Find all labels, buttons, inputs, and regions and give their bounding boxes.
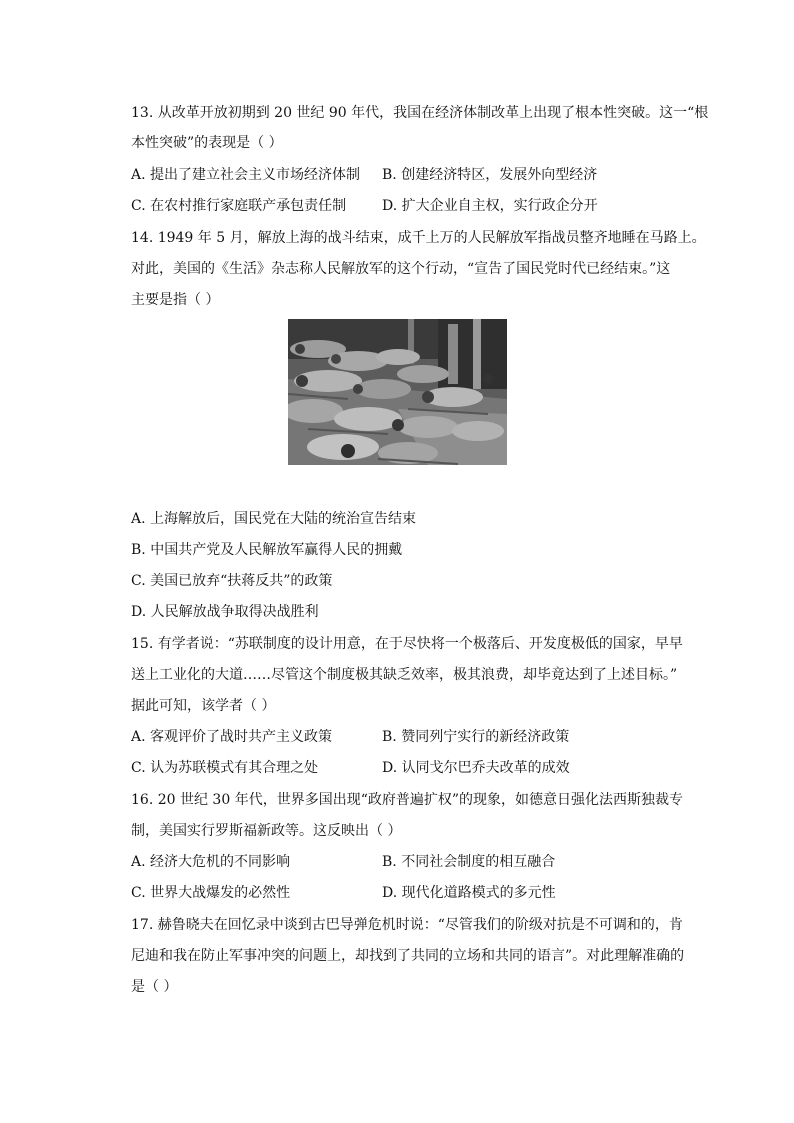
- q16-option-b: B. 不同社会制度的相互融合: [382, 854, 556, 870]
- q15-option-c: C. 认为苏联模式有其合理之处: [131, 760, 319, 776]
- q16-option-c: C. 世界大战爆发的必然性: [131, 885, 291, 901]
- q15-option-a: A. 客观评价了战时共产主义政策: [131, 729, 333, 745]
- q14-option-b: B. 中国共产党及人民解放军赢得人民的拥戴: [131, 542, 403, 558]
- q15-option-b: B. 赞同列宁实行的新经济政策: [382, 729, 570, 745]
- q15-stem-line-3: 据此可知，该学者（ ）: [131, 698, 276, 714]
- q14-stem-line-2: 对此，美国的《生活》杂志称人民解放军的这个行动，“宣告了国民党时代已经结束。”这: [131, 261, 671, 277]
- q14-option-c: C. 美国已放弃“扶蒋反共”的政策: [131, 573, 333, 589]
- q17-stem-line-2: 尼迪和我在防止军事冲突的问题上，却找到了共同的立场和共同的语言”。对此理解准确的: [131, 948, 685, 964]
- q17-stem-line-3: 是（ ）: [131, 979, 178, 995]
- q13-stem-line-1: 13. 从改革开放初期到 20 世纪 90 年代，我国在经济体制改革上出现了根本性突破。这一“根: [131, 105, 709, 121]
- q14-stem-line-1: 14. 1949 年 5 月，解放上海的战斗结束，成千上万的人民解放军指战员整齐地睡在马路上。: [131, 230, 706, 246]
- q17-stem-line-1: 17. 赫鲁晓夫在回忆录中谈到古巴导弹危机时说：“尽管我们的阶级对抗是不可调和的，肯: [131, 917, 683, 933]
- q14-option-d: D. 人民解放战争取得决战胜利: [131, 604, 319, 620]
- q13-option-b: B. 创建经济特区，发展外向型经济: [382, 167, 598, 183]
- soldiers-sleeping-photo: [288, 319, 507, 465]
- q16-stem-line-2: 制，美国实行罗斯福新政等。这反映出（ ）: [131, 823, 402, 839]
- q14-option-a: A. 上海解放后，国民党在大陆的统治宣告结束: [131, 511, 417, 527]
- q15-stem-line-1: 15. 有学者说：“苏联制度的设计用意，在于尽快将一个极落后、开发度极低的国家，早早: [131, 636, 683, 652]
- q13-option-c: C. 在农村推行家庭联产承包责任制: [131, 198, 347, 214]
- q14-stem-line-3: 主要是指（ ）: [131, 292, 220, 308]
- q16-option-d: D. 现代化道路模式的多元性: [382, 885, 556, 901]
- q13-option-a: A. 提出了建立社会主义市场经济体制: [131, 167, 361, 183]
- q16-option-a: A. 经济大危机的不同影响: [131, 854, 291, 870]
- q15-option-d: D. 认同戈尔巴乔夫改革的成效: [382, 760, 570, 776]
- q13-option-d: D. 扩大企业自主权，实行政企分开: [382, 198, 598, 214]
- q15-stem-line-2: 送上工业化的大道……尽管这个制度极其缺乏效率，极其浪费，却毕竟达到了上述目标。”: [131, 667, 678, 683]
- q16-stem-line-1: 16. 20 世纪 30 年代，世界多国出现“政府普遍扩权”的现象，如德意日强化法西斯独裁专: [131, 792, 684, 808]
- q13-stem-line-2: 本性突破”的表现是（ ）: [131, 135, 283, 151]
